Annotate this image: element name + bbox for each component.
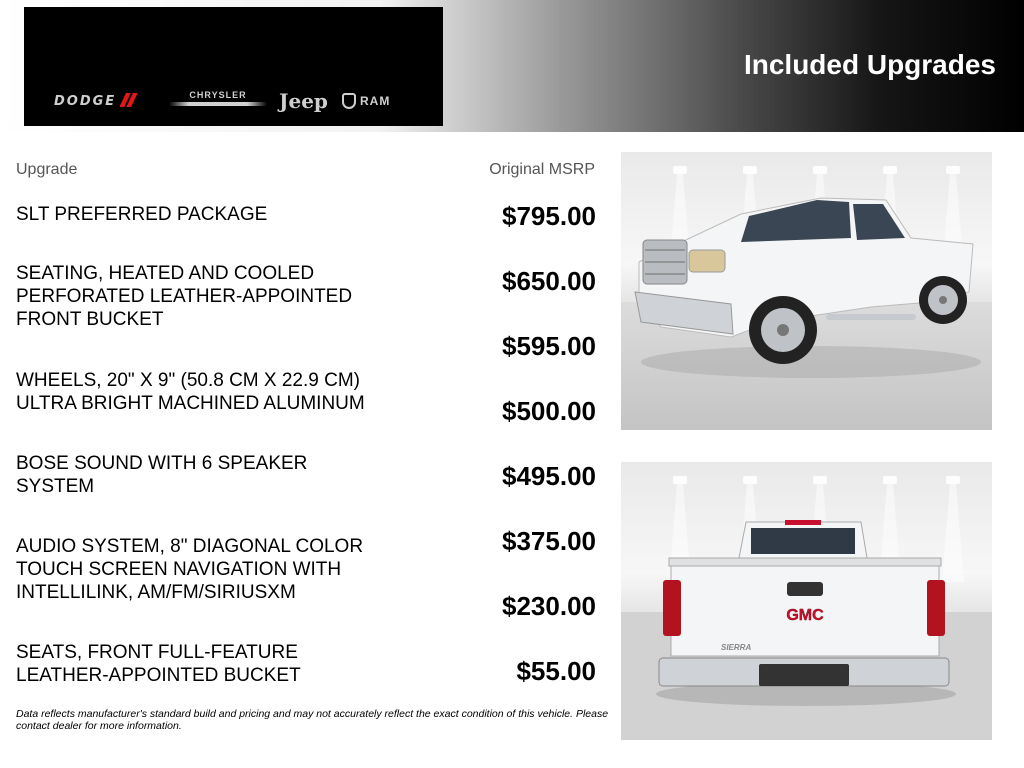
ram-logo: RAM <box>342 93 390 109</box>
upgrade-item: SEATING, HEATED AND COOLED PERFORATED LEATHER-APPOINTED FRONT BUCKET <box>16 263 353 330</box>
msrp-price: $595.00 <box>502 331 596 361</box>
msrp-price: $500.00 <box>502 396 596 426</box>
upgrade-item: SLT PREFERRED PACKAGE <box>16 204 268 225</box>
upgrade-item: WHEELS, 20" X 9" (50.8 CM X 22.9 CM) ULTRA BRIGHT MACHINED ALUMINUM <box>16 370 365 414</box>
jeep-logo: Jeep <box>279 89 328 113</box>
msrp-price: $795.00 <box>502 201 596 231</box>
header-banner <box>0 0 1024 132</box>
brand-logos-panel <box>24 7 443 126</box>
dodge-logo: DODGE <box>54 93 138 109</box>
ram-head-icon <box>342 93 356 109</box>
upgrade-item: BOSE SOUND WITH 6 SPEAKER SYSTEM <box>16 453 308 497</box>
msrp-price: $650.00 <box>502 266 596 296</box>
msrp-price: $495.00 <box>502 461 596 491</box>
chrysler-logo: CHRYSLER <box>169 91 267 106</box>
gmc-badge: GMC <box>786 607 824 624</box>
page-title: Included Upgrades <box>743 49 996 80</box>
msrp-price: $55.00 <box>516 656 596 686</box>
disclaimer-text: Data reflects manufacturer's standard build and pricing and may not accurately reflect the exact condition of this vehicle. Please contact dealer for more information. <box>16 708 609 732</box>
column-header-msrp: Original MSRP <box>489 161 595 178</box>
upgrade-item: SEATS, FRONT FULL-FEATURE LEATHER-APPOINTED BUCKET <box>16 642 301 686</box>
sierra-badge: SIERRA <box>721 643 752 652</box>
vehicle-photo-front <box>621 152 992 430</box>
msrp-price: $230.00 <box>502 591 596 621</box>
upgrade-item: AUDIO SYSTEM, 8" DIAGONAL COLOR TOUCH SCREEN NAVIGATION WITH INTELLILINK, AM/FM/SIRIUSXM <box>16 536 364 603</box>
vehicle-photo-rear <box>621 462 992 740</box>
msrp-price: $375.00 <box>502 526 596 556</box>
column-header-upgrade: Upgrade <box>16 161 78 178</box>
